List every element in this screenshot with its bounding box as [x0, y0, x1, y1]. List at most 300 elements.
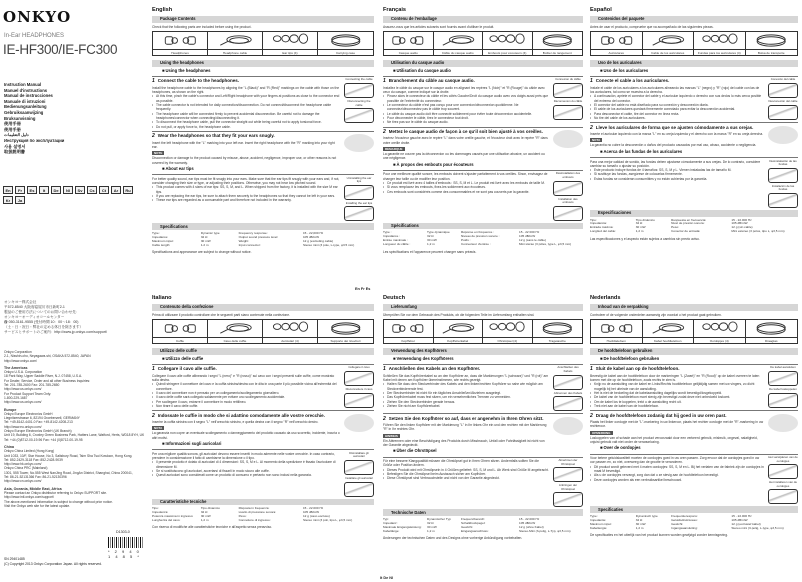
- ear-tips-icon: [263, 320, 317, 337]
- using-heading: Utilizzo delle cuffie: [152, 348, 374, 355]
- contact-block: [4, 366, 144, 405]
- ear-tips-section: [383, 457, 583, 508]
- manual-title: 使用手册: [4, 126, 21, 132]
- contact-line: 1-800-229-1687: [4, 395, 28, 400]
- spec-cell: 15 - 22 000 Hz: [519, 230, 540, 235]
- package-contents-heading: Inhoud van de verpakking: [590, 304, 798, 311]
- package-item-label: Cable de los auriculares: [643, 49, 694, 55]
- step-1-title: [152, 78, 340, 84]
- figure: [768, 366, 798, 386]
- bullet: • Le câble du casque audio doit être connecté solidement pour éviter toute déconnexion accidentelle.: [383, 112, 549, 116]
- spec-cell: Mini estéreo (3 polos, tipo L, φ3,5 mm): [731, 228, 785, 233]
- spec-cell: Poids :: [461, 238, 471, 243]
- headphones-icon: [591, 320, 642, 337]
- figure: [768, 185, 798, 208]
- spec-cell: Type dynamique: [427, 230, 450, 235]
- bullet: • Il cavo delle cuffie sarà collegato saldamente per evitare uno scollegamento accidentale.: [152, 395, 340, 399]
- bullet: • Do not pull, or apply force to, the headphone cable.: [152, 125, 340, 129]
- ear-tip-illustration: [553, 492, 583, 507]
- spec-cell: Tipo:: [590, 217, 597, 222]
- step-2-title: [152, 133, 340, 139]
- package-item: [263, 320, 318, 343]
- figure-caption: Connexion du câble: [555, 77, 581, 82]
- ear-tip-illustration: [553, 467, 583, 482]
- package-intro: Antes de usar el producto, compruebe que va acompañado de las siguientes piezas.: [590, 24, 714, 29]
- cable-icon: [434, 320, 483, 337]
- note-text: La garanzia non copre un eventuale scollegamento o danneggiamento del prodotto causato da uso scorretto, incidente, incuria o altri motivi.: [152, 431, 340, 440]
- step-title: Sluit de kabel aan op de hoofdtelefoon.: [595, 366, 680, 372]
- figure-caption: Abnehmen der Ohrstöpsel: [558, 458, 578, 466]
- spec-cell: 32 Ω: [635, 517, 643, 522]
- language-tab[interactable]: Ru: [123, 186, 133, 194]
- specifications-table: [383, 518, 583, 533]
- figure: [344, 100, 374, 123]
- spec-cell: 30 mW: [427, 238, 437, 243]
- ear-tips-figures: [768, 160, 798, 208]
- language-tab[interactable]: Kr: [3, 196, 13, 204]
- using-heading: Utilisation du casque audio: [383, 60, 583, 67]
- specifications-heading: Technische Daten: [383, 509, 583, 516]
- document-code: D1303-0: [116, 530, 130, 534]
- step-2-body: Plaats het linker oordopje met de "L"-markering in uw linkeroor, plaats het rechter oordopje met de "R"-markering in uw rechteroor.: [590, 420, 764, 429]
- step-title: Mettez le casque audio de façon à ce qu'il soit bien ajusté à vos oreilles.: [388, 129, 543, 135]
- figure-caption: Installare gli auricolari: [345, 476, 373, 480]
- figure: [344, 133, 374, 152]
- ear-tips-body: Voor betere geluidskwaliteit moeten de oordopjes goed in uw oren passen. Zorg ervoor dat de oordopjes goed in uw oor passen en, zo niet, overweeg dan de grootte te veranderen.: [590, 456, 760, 465]
- spec-cell: 12 g (exclusief kabel): [731, 521, 761, 526]
- ear-tips-bullets: [383, 468, 549, 481]
- spec-cell: 1,2 m: [635, 525, 644, 530]
- japan-contact-line: オンキヨーオーディオコールセンター: [4, 315, 65, 319]
- specifications-heading: Specifications: [152, 223, 374, 230]
- specifications-heading: Caratteristiche tecniche: [152, 499, 374, 506]
- carrying-case-icon: [746, 32, 798, 49]
- spec-cell: Type:: [590, 514, 598, 519]
- package-item: [153, 320, 208, 343]
- package-item: [694, 32, 746, 55]
- spec-cell: Dynamic type: [200, 231, 220, 236]
- manual-title: 사용 설명서: [4, 143, 26, 149]
- specifications-table: [152, 507, 374, 522]
- spec-cell: Longueur du câble :: [383, 241, 411, 246]
- contact-line: http://www.onkyo.com/: [4, 358, 37, 363]
- spec-cell: Stereo mini (3-polig, L-type, φ3,5 mm): [731, 525, 784, 530]
- language-tab[interactable]: Es: [27, 186, 37, 194]
- specifications-table: [590, 219, 798, 234]
- contact-region: The Americas: [4, 365, 28, 370]
- contact-block: [4, 408, 144, 442]
- step-number: 1: [152, 366, 155, 373]
- language-title: Deutsch: [383, 295, 406, 301]
- manual-title: 取扱説明書: [4, 149, 25, 155]
- ear-tips-heading: ■ À propos des embouts pour écouteurs: [393, 163, 583, 167]
- language-tab[interactable]: Ja: [15, 196, 25, 204]
- step-1-bullets: [590, 94, 764, 120]
- language-title: Nederlands: [590, 295, 621, 301]
- contact-line: Liegnitzerstrasse 6, 82194 Groebenzell, GERMANY: [4, 416, 80, 421]
- bullet: • Als u de oordopjes vervangt, zorg dan dat u ze stevig aan de hoofdtelefoon bevestigt.: [590, 473, 764, 477]
- ear-tip-illustration: [768, 168, 798, 183]
- ear-tips-heading: ■ Acerca de las fundas de los auriculares: [600, 150, 798, 154]
- package-item-label: Tragetasche: [533, 337, 583, 343]
- ear-tip-illustration: [768, 489, 798, 504]
- cable-illustration: [553, 105, 583, 120]
- package-item: [483, 320, 533, 343]
- contact-line: http://www.us.onkyo.com/: [4, 387, 42, 392]
- ear-tips-body: Para una mejor calidad de sonido, las fundas deben ajustarse cómodamente a sus orejas. De lo contrario, considere cambiar su tamaño o ajustar su posición.: [590, 159, 761, 168]
- figure-caption: Anbringen der Ohrstöpsel: [558, 483, 578, 491]
- contact-line: 2-1, Nisshin-cho, Neyagawa-shi, OSAKA 572-8540, JAPAN: [4, 354, 91, 359]
- step-2: [590, 410, 798, 444]
- package-contents-table: [590, 31, 798, 56]
- language-tab[interactable]: Sv: [75, 186, 85, 194]
- figure-caption: Désinstallation des embouts: [555, 171, 581, 179]
- step-1-body: Collegare il cavo alle cuffie allineando i segni "L (nero)" e "R (rosso)" sul cavo con i segni presenti sulle cuffie, come mostrato sulla destra.: [152, 373, 335, 383]
- contact-block: [4, 487, 144, 508]
- spec-cell: Entrada máxima:: [590, 225, 614, 230]
- headphones-icon: [591, 32, 642, 49]
- bullet: • This product comes with 4 sizes of ear tips: SS, S, M, and L. When shipped from the factory, it is installed with the size M ear tips.: [152, 185, 340, 194]
- figure: [768, 388, 798, 408]
- ear-tips-text: [152, 452, 340, 497]
- head-figure: [344, 413, 374, 440]
- step-1-bullets: [152, 94, 340, 128]
- bullet: • Ziehen Sie nicht am Kopfhörerkabel.: [383, 404, 549, 408]
- manual-title: Manuale di istruzioni: [4, 98, 46, 104]
- barcode-number: * 2 9 4 0 1 4 8 5 *: [108, 549, 141, 559]
- headphones-icon: [153, 32, 207, 49]
- ear-tip-illustration: [344, 206, 374, 221]
- spec-cell: Type:: [152, 231, 160, 236]
- package-item: [591, 32, 643, 55]
- figure-caption: Het verwijderen van de oordopjes: [768, 455, 798, 463]
- specifications-note: Les spécifications et l'apparence peuvent changer sans préavis.: [383, 249, 477, 254]
- copyright-block: [4, 557, 102, 566]
- step-2: [383, 413, 583, 447]
- package-item: [318, 320, 373, 343]
- cable-icon: [434, 32, 483, 49]
- package-contents-heading: Package Contents: [152, 16, 374, 23]
- figure: [344, 452, 374, 475]
- package-item-label: Hoofdtelefoon: [591, 337, 642, 343]
- package-contents-heading: Lieferumfang: [383, 304, 583, 311]
- bullet: • Dit product wordt geleverd met 4 maten oordopjes: SS, S, M en L. Bij het verlaten van de fabriek zijn de oordopjes in maat M bevestigd.: [590, 465, 764, 474]
- headphones-icon: [384, 320, 433, 337]
- step-1: [590, 76, 798, 120]
- package-item: [208, 32, 263, 55]
- using-heading: Verwendung des Kopfhörers: [383, 348, 583, 355]
- package-item: [643, 320, 695, 343]
- step-2: [152, 131, 374, 165]
- figure-caption: Collegare il cavo: [348, 365, 370, 370]
- bullet: • Se si sostituiscono gli auricolari, accertarsi di fissarli in modo sicuro alle cuffie.: [152, 469, 340, 473]
- contact-line: Visit the Onkyo web site for the latest update.: [4, 503, 71, 508]
- spec-cell: 15 - 22.000 Hz: [731, 514, 752, 519]
- spec-cell: Dynamisch type: [635, 514, 658, 519]
- spec-cell: 12 g (cavo escluso): [302, 513, 330, 518]
- head-illustration: [344, 134, 374, 152]
- bullet: • Il presente prodotto è dotato di auricolari di 4 dimensioni: SS, S, M e L. Al momento della spedizione è fissato l'auricolare di dimensione M.: [152, 460, 340, 469]
- step-1-body: Installez le câble du casque sur le casque audio en alignant les repères "L (Noir)" et "R (Rouge)" du câble avec ceux du casque, comme indiqué sur la droite.: [383, 85, 545, 95]
- head-illustration: [768, 414, 798, 432]
- step-title: Conecte el cable a los auriculares.: [595, 78, 670, 84]
- spec-cell: 30 mW: [635, 521, 646, 526]
- language-section: [152, 8, 374, 255]
- language-tab[interactable]: Cs: [87, 186, 97, 194]
- language-section: [152, 296, 374, 530]
- japan-contact-line: サービスとサポートのご案内：http://www.jp.onkyo.com/support/: [4, 330, 108, 334]
- spec-cell: Maximale Eingangsleistung:: [383, 524, 422, 529]
- package-item-label: Casque audio: [384, 49, 433, 55]
- spec-cell: Stereo mini (3 poli, tipo L, φ3,5 mm): [302, 517, 353, 522]
- bullet: • Si sustituye las fundas, asegúrese de colocarlas firmemente.: [590, 172, 764, 176]
- specifications-heading: Especificaciones: [590, 210, 798, 217]
- figure: [768, 160, 798, 183]
- spec-cell: Cable length:: [152, 242, 171, 247]
- step-title: Collegare il cavo alle cuffie.: [157, 366, 217, 372]
- language-tab[interactable]: Fr: [15, 186, 25, 194]
- ear-tips-figures: [344, 177, 374, 222]
- bullet: • These ear tips are regarded as a consumable part and therefore not included in the warranty.: [152, 198, 340, 202]
- manual-title: Gebruiksaanwijzing: [4, 109, 44, 115]
- package-item-label: Auricolari (4): [263, 337, 317, 343]
- ear-tips-bullets: [152, 185, 340, 202]
- spec-cell: 105 dB/mW: [519, 234, 536, 239]
- cable-illustration: [768, 371, 798, 386]
- package-item-label: Fundas para los auriculares (4): [694, 49, 745, 55]
- language-tab[interactable]: De: [51, 186, 61, 194]
- specifications-heading: Specificaties: [590, 506, 798, 513]
- step-1-figures: [553, 78, 583, 124]
- bullet: • De kabel van de hoofdtelefoon moet stevig zijn bevestigd zodat deze niet onbedoeld loskomt.: [590, 395, 764, 399]
- spec-cell: 30 mW: [200, 238, 211, 243]
- step-number: 1: [590, 78, 593, 85]
- language-section: [590, 8, 798, 241]
- ear-tips-icon: [483, 320, 532, 337]
- spec-cell: 32 Ω: [427, 520, 434, 525]
- step-1: [383, 76, 583, 125]
- contact-line: 1301, 555 Tower, No.555 West NanJing Road, JingAn District, Shanghai, China 200041,: [4, 470, 133, 475]
- spec-cell: Type :: [383, 230, 392, 235]
- japan-contact-line: オンキヨー株式会社: [4, 300, 37, 304]
- package-item-label: Kopfhörerkabel: [434, 337, 483, 343]
- note-text: Disconnection or damage to the product caused by misuse, abuse, accident, negligence, improper use, or other reasons is not covered by the warranty.: [152, 156, 337, 165]
- figure: [344, 78, 374, 98]
- ear-tips-icon: [483, 32, 532, 49]
- head-figure: [553, 416, 583, 448]
- step-1-text: [590, 78, 764, 120]
- figure: [553, 459, 583, 482]
- page-mark-top: En Fr Es: [355, 287, 371, 291]
- step-2-text: [590, 413, 764, 445]
- spec-cell: 1,2 m: [427, 241, 435, 246]
- spec-cell: Peso:: [238, 513, 247, 518]
- ear-tips-figures: [344, 452, 374, 497]
- ear-tips-figures: [768, 456, 798, 504]
- language-title: English: [152, 7, 173, 13]
- spec-cell: 30 mW: [427, 524, 437, 529]
- language-tab[interactable]: Ct: [99, 186, 109, 194]
- language-tab[interactable]: Ar: [111, 186, 121, 194]
- carrying-case-icon: [318, 320, 373, 337]
- bullet: • Het is niet de bedoeling dat de kabelaansluiting dagelijks wordt bevestigd/losgekoppeld.: [590, 391, 764, 395]
- bullet: • Si vous remplacez les embouts, fixez-les solidement aux écouteurs.: [383, 185, 549, 189]
- cable-illustration: [768, 105, 798, 120]
- spec-cell: Frequenzbereich:: [461, 517, 486, 522]
- bullet: • Dieses Produkt wird mit Ohrstöpseln in 4 Größen geliefert: SS, S, M und L. Ab Werk sind Größe M angebracht.: [383, 468, 549, 472]
- spec-cell: Stereo-Mini (3-polig, L-Typ, φ3,5 mm): [519, 528, 571, 533]
- cable-illustration: [344, 371, 374, 386]
- onkyo-logo: ONKYO: [3, 8, 72, 26]
- step-2: [383, 127, 583, 161]
- spec-cell: Eingangsanschluss:: [461, 528, 489, 533]
- language-tab[interactable]: It: [39, 186, 49, 194]
- bullet: • Pour déconnecter le câble, tirez le connecteur tout droit.: [383, 116, 549, 120]
- spec-cell: Frequentierespons:: [671, 514, 698, 519]
- figure: [553, 366, 583, 389]
- ear-tip-illustration: [344, 460, 374, 475]
- step-number: 1: [383, 366, 386, 373]
- step-2-title: [383, 129, 549, 135]
- language-tab[interactable]: Nl: [63, 186, 73, 194]
- ear-tip-illustration: [344, 482, 374, 497]
- step-number: 2: [590, 124, 593, 131]
- package-item: [746, 320, 798, 343]
- bullet: • Para desconectar el cable, tire del conector en línea recta.: [590, 112, 764, 116]
- package-item: [694, 320, 746, 343]
- step-1-title: [590, 366, 764, 372]
- package-item: [746, 32, 798, 55]
- step-1-title: [383, 366, 549, 372]
- package-item: [591, 320, 643, 343]
- contact-line: For Product Support Team Only:: [4, 391, 52, 396]
- spec-cell: Impédance :: [383, 234, 401, 239]
- spec-cell: Impedanz:: [383, 520, 398, 525]
- cover-panel: [0, 0, 145, 582]
- bullet: • Om de kabel los te koppelen, trekt u de aansluiting recht uit.: [590, 400, 764, 404]
- figure-caption: Abtrennen des Kabels: [553, 390, 583, 395]
- step-number: 1: [590, 366, 593, 373]
- ear-tips-section: [152, 174, 374, 221]
- spec-cell: 105 dB/mW: [731, 517, 748, 522]
- contact-line: Please contact an Onkyo distributor referring to Onkyo SUPPORT site.: [4, 490, 108, 495]
- bullet: • Ziehen Sie den Steckverbinder gerade heraus.: [383, 400, 549, 404]
- figure: [553, 172, 583, 195]
- package-contents-heading: Contenu de l'emballage: [383, 16, 583, 23]
- ear-tips-icon: [694, 32, 745, 49]
- contact-line: Onkyo U.S.A. Corporation: [4, 370, 43, 375]
- language-tab[interactable]: En: [3, 186, 13, 194]
- step-2-body: Führen Sie den linken Kopfhörer mit der Markierung "L" in Ihr linkes Ohr ein und den rechten mit der Markierung "R" in Ihr rechtes Ohr.: [383, 423, 547, 432]
- step-1-bullets: [383, 382, 549, 408]
- figure: [768, 100, 798, 120]
- step-1-bullets: [590, 382, 764, 408]
- head-figure: [553, 129, 583, 161]
- ear-tips-text: [590, 160, 764, 208]
- package-item-label: Kopfhörer: [384, 337, 433, 343]
- spec-cell: Tipo:: [152, 506, 159, 511]
- spec-cell: 32 Ω: [200, 234, 208, 239]
- spec-cell: 1,2 m: [635, 228, 644, 233]
- spec-cell: Tipo dinamico: [200, 506, 220, 511]
- cable-icon: [208, 32, 262, 49]
- manual-title-list: [4, 82, 64, 155]
- carrying-case-icon: [318, 32, 373, 49]
- spec-cell: Input connector:: [238, 242, 261, 247]
- head-figure: [768, 413, 798, 445]
- spec-cell: Typ:: [383, 517, 389, 522]
- bullet: • No tire del cable de los auriculares.: [590, 116, 764, 120]
- ear-tips-body: Für eine bessere Klangqualität müssen die Ohrstöpsel gut in Ihren Ohren sitzen. Andernfalls sollten Sie die Größe oder Position ändern.: [383, 459, 539, 468]
- cable-illustration: [553, 83, 583, 98]
- package-contents-heading: Contenidos del paquete: [590, 16, 798, 23]
- spec-cell: 1,2 m: [200, 517, 209, 522]
- ear-tips-section: [590, 454, 798, 505]
- spec-cell: Stereo mini (3 pole, L-type, φ3.5 mm): [302, 242, 355, 247]
- note-label: OPMERKING: [592, 430, 611, 435]
- using-heading: Using the headphones: [152, 60, 374, 67]
- package-contents-table: [152, 319, 374, 344]
- using-subheading: ■ Utilisation du casque audio: [393, 69, 583, 73]
- step-2-title: [590, 413, 764, 419]
- specifications-heading: Spécifications: [383, 223, 583, 230]
- package-item: [263, 32, 318, 55]
- ear-tips-bullets: [590, 168, 764, 181]
- using-heading: De hoofdtelefoon gebruiken: [590, 348, 798, 355]
- bullet: • Questi auricolari sono considerati come un prodotto di consumo e pertanto non sono inclusi nella garanzia.: [152, 473, 340, 477]
- step-1-figures: [553, 366, 583, 411]
- step-1-figures: [768, 366, 798, 408]
- package-item-label: Ohrstöpsel (4): [483, 337, 532, 343]
- package-item-label: Oordopjes (4): [694, 337, 745, 343]
- figure: [768, 481, 798, 504]
- japan-contact-line: （土・日・祝日・弊社の定める休日を除きます）: [4, 325, 84, 329]
- spec-cell: Risposta in frequenza:: [238, 506, 270, 511]
- page-mark-bottom: It De Nl: [380, 576, 394, 580]
- spec-cell: 105 dB/mW: [302, 234, 320, 239]
- cable-illustration: [344, 393, 374, 408]
- step-number: 2: [383, 415, 386, 422]
- spec-cell: Impedance:: [152, 234, 169, 239]
- language-title: Français: [383, 7, 407, 13]
- figure-caption: Installing the ear tips: [345, 200, 373, 205]
- specifications-note: Con riserva di modifiche alle caratteristiche tecniche e all'aspetto senza preavviso.: [152, 525, 273, 530]
- step-2-title: [590, 125, 764, 131]
- package-item: [384, 32, 434, 55]
- contact-line: 18 Park Way, Upper Saddle River, N.J. 07458, U.S.A.: [4, 374, 83, 379]
- figure: [344, 177, 374, 200]
- step-1-bullets: [383, 94, 549, 124]
- contact-line: Tel: 86-21-52131366 Fax: 86-21-52130396: [4, 475, 67, 480]
- manual-title: Instruction Manual: [4, 82, 42, 87]
- step-2-text: [383, 416, 549, 448]
- package-item-label: Draagtas: [746, 337, 798, 343]
- figure: [768, 78, 798, 98]
- ear-tip-illustration: [553, 181, 583, 196]
- figure-caption: Desinstalación de las fundas: [769, 158, 797, 167]
- step-1-figures: [344, 78, 374, 128]
- ear-tips-body: Per una migliore qualità sonora, gli auricolari devono essere inseriti in modo aderente nelle vostre orecchie. In caso contrario, prendere in considerazione il fatto di cambiarne la dimensione o il tipo.: [152, 451, 335, 461]
- package-item-label: Supporto dei ricevitori: [318, 337, 373, 343]
- figure-caption: Desconexión del cable: [768, 99, 798, 104]
- contact-line: Onkyo China PRC (Mainland): [4, 466, 48, 471]
- ear-tips-heading: ■ Über die Ohrstöpsel: [393, 449, 583, 453]
- part-number: SN 29401485: [4, 557, 25, 561]
- product-subtitle: In-Ear HEADPHONES: [4, 33, 65, 39]
- carrying-case-icon: [533, 320, 583, 337]
- figure-caption: Disinstallare gli auricolari: [349, 450, 369, 459]
- spec-cell: 15 - 22.000 Hz: [731, 217, 752, 222]
